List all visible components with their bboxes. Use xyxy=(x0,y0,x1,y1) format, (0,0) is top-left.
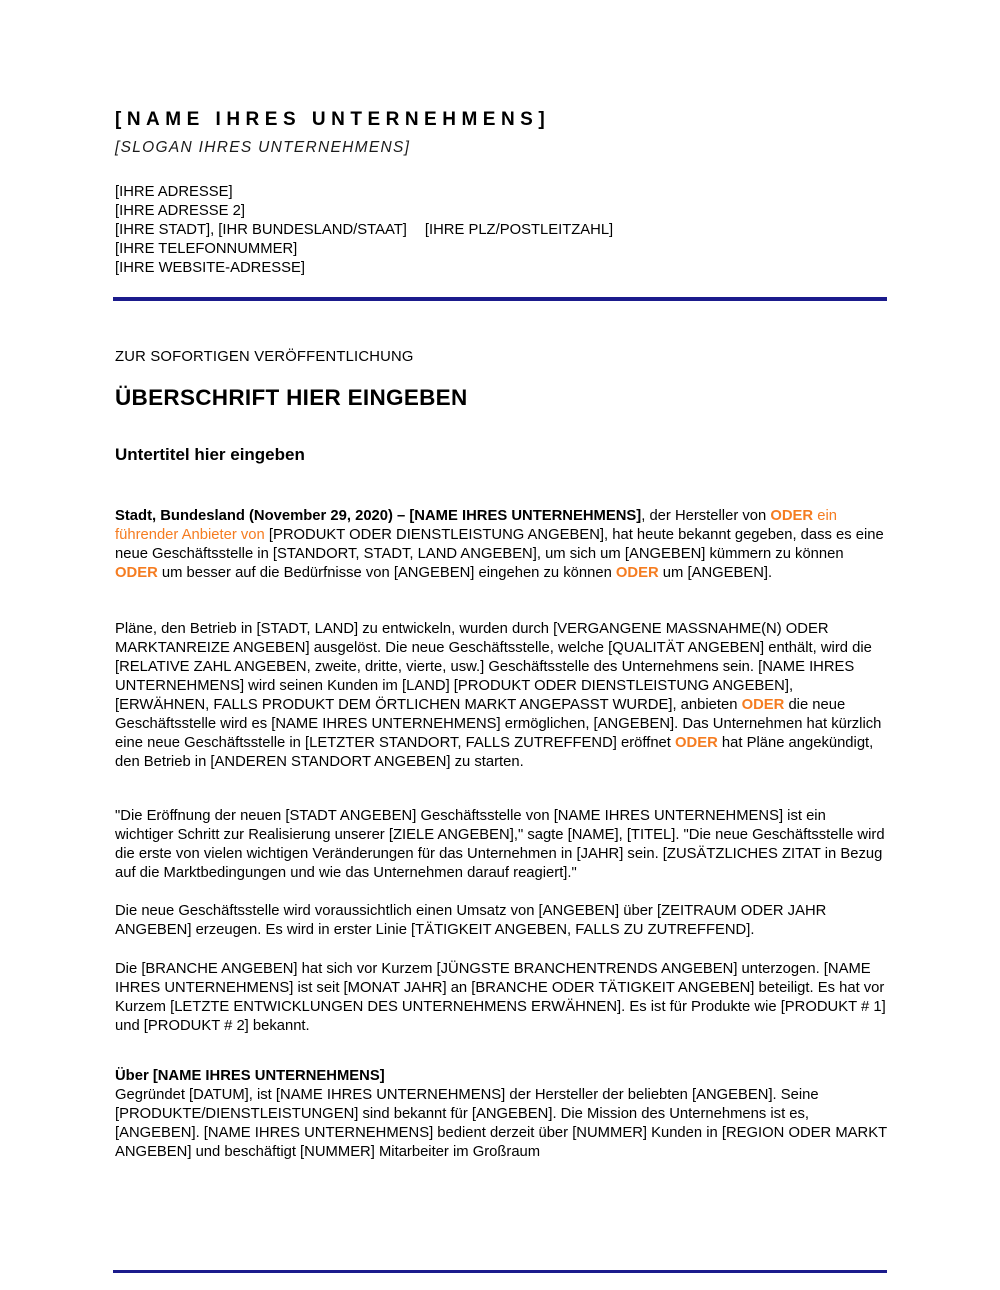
text-segment: Pläne, den Betrieb in [STADT, LAND] zu entwickeln, wurden durch [VERGANGENE MASSNAHME(N) ODER MARKTANREIZE ANGEBEN] ausgelöst. Die neue Geschäftsstelle, welche [QUALITÄT ANGEBEN] enthält, wird die [RELATIVE ZAHL ANGEBEN, zweite, dritte, vierte, usw.] Geschäftsstelle des Unternehmens sein. [NAME IHRES UNTERNEHMENS] wird seinen Kunden im [LAND] [PRODUKT ODER DIENSTLEISTUNG ANGEBEN], [ERWÄHNEN, FALLS PRODUKT DEM ÖRTLICHEN MARKT ANGEPASST WURDE], anbieten xyxy=(115,621,872,713)
release-status-line: ZUR SOFORTIGEN VERÖFFENTLICHUNG xyxy=(115,349,414,365)
website-line: [IHRE WEBSITE-ADRESSE] xyxy=(115,260,305,276)
address-line-1: [IHRE ADRESSE] xyxy=(115,184,233,200)
company-name: [NAME IHRES UNTERNEHMENS] xyxy=(115,109,551,130)
text-segment: die neue Geschäftsstelle wird es [NAME IHRES UNTERNEHMENS] ermöglichen, [ANGEBEN]. Das Unternehmen hat kürzlich eine neue Geschäftsstelle in [LETZTER STANDORT, FALLS ZUTREFFEND] eröffnet xyxy=(115,697,882,751)
oder-alternative-marker: ODER xyxy=(741,697,785,713)
text-segment: [PRODUKT ODER DIENSTLEISTUNG ANGEBEN], hat heute bekannt gegeben, dass es eine neue Geschäftsstelle in [STANDORT, STADT, LAND ANGEBEN], um sich um [ANGEBEN] kümmern zu können xyxy=(115,527,884,562)
paragraph-quote: "Die Eröffnung der neuen [STADT ANGEBEN] Geschäftsstelle von [NAME IHRES UNTERNEHMENS] ist ein wichtiger Schritt zur Realisierung unserer [ZIELE ANGEBEN]," sagte [NAME], [TITEL]. "Die neue Geschäftsstelle wird die erste von vielen wichtigen Veränderungen für das Unternehmen in [JAHR] sein. [ZUSÄTZLICHES ZITAT in Bezug auf die Marktbedingungen und wie das Unternehmen darauf reagiert]." xyxy=(115,808,885,881)
footer-divider-rule xyxy=(113,1270,887,1273)
paragraph-intro xyxy=(115,507,887,583)
text-segment: hat Pläne angekündigt, den Betrieb in [ANDEREN STANDORT ANGEBEN] zu starten. xyxy=(115,735,874,770)
paragraph-details xyxy=(115,620,887,772)
dateline-lead-text: Stadt, Bundesland (November 29, 2020) – [NAME IHRES UNTERNEHMENS] xyxy=(115,508,642,524)
city-state-text: [IHRE STADT], [IHR BUNDESLAND/STAAT] xyxy=(115,222,407,238)
letterhead-divider-rule xyxy=(113,297,887,301)
address-line-2: [IHRE ADRESSE 2] xyxy=(115,203,245,219)
company-address-block xyxy=(115,183,887,278)
text-segment: um [ANGEBEN]. xyxy=(658,565,773,581)
text-segment: , der Hersteller von xyxy=(641,508,771,524)
postal-code-text: [IHRE PLZ/POSTLEITZAHL] xyxy=(424,222,614,238)
oder-alternative-phrase: ein führender Anbieter von xyxy=(115,508,837,543)
oder-alternative-marker: ODER xyxy=(770,508,814,524)
paragraph-revenue: Die neue Geschäftsstelle wird voraussichtlich einen Umsatz von [ANGEBEN] über [ZEITRAUM ODER JAHR ANGEBEN] erzeugen. Es wird in erster Linie [TÄTIGKEIT ANGEBEN, FALLS ZU ZUTREFFEND]. xyxy=(115,903,827,938)
phone-line: [IHRE TELEFONNUMMER] xyxy=(115,241,298,257)
oder-alternative-marker: ODER xyxy=(615,565,659,581)
oder-alternative-marker: ODER xyxy=(675,735,718,751)
about-heading: Über [NAME IHRES UNTERNEHMENS] xyxy=(115,1068,385,1084)
company-slogan: [SLOGAN IHRES UNTERNEHMENS] xyxy=(115,139,411,156)
text-segment: um besser auf die Bedürfnisse von [ANGEBEN] eingehen zu können xyxy=(157,565,616,581)
oder-alternative-marker: ODER xyxy=(115,565,158,581)
paragraph-industry: Die [BRANCHE ANGEBEN] hat sich vor Kurzem [JÜNGSTE BRANCHENTRENDS ANGEBEN] unterzogen. [NAME IHRES UNTERNEHMENS] ist seit [MONAT JAHR] an [BRANCHE ODER TÄTIGKEIT ANGEBEN] beteiligt. Es hat vor Kurzem [LETZTE ENTWICKLUNGEN DES UNTERNEHMENS ERWÄHNEN]. Es ist für Produkte wie [PRODUKT # 1] und [PRODUKT # 2] bekannt. xyxy=(115,961,886,1034)
headline: ÜBERSCHRIFT HIER EINGEBEN xyxy=(115,385,468,410)
address-line-3 xyxy=(115,221,887,240)
subtitle: Untertitel hier eingeben xyxy=(115,445,305,464)
about-section xyxy=(115,1067,887,1162)
about-text: Gegründet [DATUM], ist [NAME IHRES UNTERNEHMENS] der Hersteller der beliebten [ANGEBEN]. Seine [PRODUKTE/DIENSTLEISTUNGEN] sind bekannt für [ANGEBEN]. Die Mission des Unternehmens ist es, [ANGEBEN]. [NAME IHRES UNTERNEHMENS] bedient derzeit über [NUMMER] Kunden in [REGION ODER MARKT ANGEBEN] und beschäftigt [NUMMER] Mitarbeiter im Großraum xyxy=(115,1087,887,1160)
